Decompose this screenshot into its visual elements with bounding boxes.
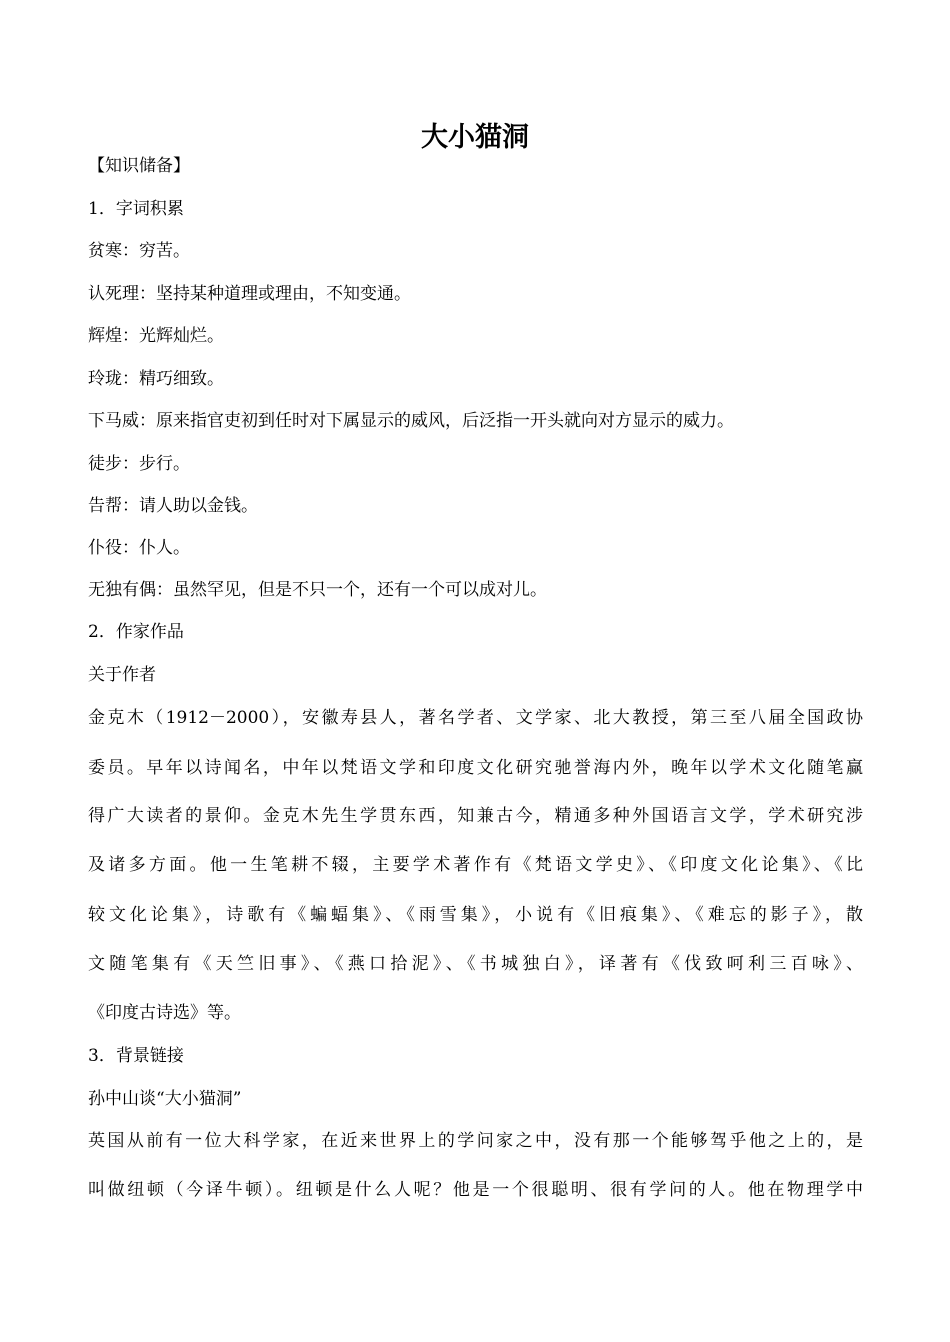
subheading-vocabulary: 1．字词积累 [88, 199, 184, 219]
author-bio-line: 委员。早年以诗闻名，中年以梵语文学和印度文化研究驰誉海内外，晚年以学术文化随笔赢 [88, 758, 863, 778]
document-title: 大小猫洞 [421, 122, 529, 153]
subheading-background: 3．背景链接 [88, 1046, 184, 1066]
vocab-entry: 仆役：仆人。 [88, 538, 190, 558]
subheading-author-works: 2．作家作品 [88, 622, 184, 642]
author-bio-line: 文随笔集有《天竺旧事》、《燕口拾泥》、《书城独白》，译著有《伐致呵利三百咏》、 [88, 954, 863, 974]
vocab-entry: 下马威：原来指官吏初到任时对下属显示的威风，后泛指一开头就向对方显示的威力。 [88, 411, 734, 431]
vocab-entry: 认死理：坚持某种道理或理由，不知变通。 [88, 284, 411, 304]
vocab-entry: 辉煌：光辉灿烂。 [88, 326, 224, 346]
vocab-entry: 无独有偶：虽然罕见，但是不只一个，还有一个可以成对儿。 [88, 580, 547, 600]
author-bio-line: 及诸多方面。他一生笔耕不辍，主要学术著作有《梵语文学史》、《印度文化论集》、《比 [88, 855, 863, 875]
vocab-entry: 告帮：请人助以金钱。 [88, 496, 258, 516]
section-heading-knowledge: 【知识储备】 [88, 156, 190, 176]
background-text-line: 英国从前有一位大科学家，在近来世界上的学问家之中，没有那一个能够驾乎他之上的，是 [88, 1131, 863, 1151]
vocab-entry: 玲珑：精巧细致。 [88, 369, 224, 389]
vocab-entry: 贫寒：穷苦。 [88, 241, 190, 261]
subheading-about-author: 关于作者 [88, 665, 156, 685]
background-text-line: 叫做纽顿（今译牛顿）。纽顿是什么人呢？他是一个很聪明、很有学问的人。他在物理学中 [88, 1180, 863, 1200]
author-bio-line: 得广大读者的景仰。金克木先生学贯东西，知兼古今，精通多种外国语言文学，学术研究涉 [88, 806, 863, 826]
author-bio-line: 《印度古诗选》等。 [88, 1003, 241, 1023]
author-bio-line: 金克木（1912－2000），安徽寿县人，著名学者、文学家、北大教授，第三至八届全国政协 [88, 708, 863, 728]
vocab-entry: 徒步：步行。 [88, 454, 190, 474]
author-bio-line: 较文化论集》，诗歌有《蝙蝠集》、《雨雪集》，小说有《旧痕集》、《难忘的影子》，散 [88, 905, 863, 925]
background-article-title: 孙中山谈“大小猫洞” [88, 1089, 242, 1109]
